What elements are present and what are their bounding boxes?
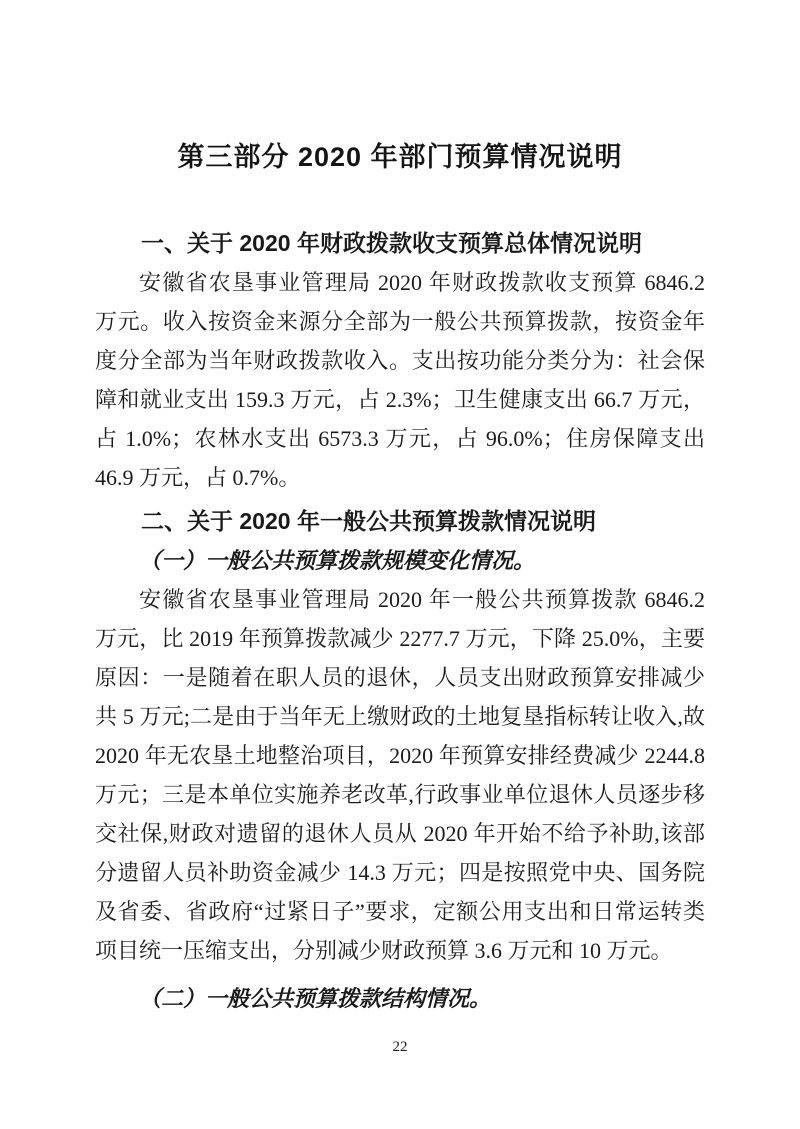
document-content [0, 137, 800, 1018]
subheading-appropriation-structure: （二）一般公共预算拨款结构情况。 [139, 986, 492, 1011]
subheading-appropriation-scale-change: （一）一般公共预算拨款规模变化情况。 [139, 548, 536, 573]
page-title: 第三部分 2020 年部门预算情况说明 [177, 142, 623, 172]
paragraph-appropriation-scale-change: 安徽省农垦事业管理局 2020 年一般公共预算拨款 6846.2 万元，比 2019 年预算拨款减少 2277.7 万元，下降 25.0%，主要原因：一是随着在职人员的退休，人员支出财政预算安排减少共 5 万元;二是由于当年无上缴财政的土地复垦指标转让收入,故 2020 年无农垦土地整治项目，2020 年预算安排经费减少 2244.8 万元；三是本单位实施养老改革,行政事业单位退休人员逐步移交社保,财政对遗留的退休人员从 2020 年开始不给予补助,该部分遗留人员补助资金减少 14.3 万元；四是按照党中央、国务院及省委、省政府“过紧日子”要求，定额公用支出和日常运转类项目统一压缩支出，分别减少财政预算 3.6 万元和 10 万元。 [95, 587, 705, 963]
page-number: 22 [392, 1039, 408, 1055]
paragraph-fiscal-appropriation-overview: 安徽省农垦事业管理局 2020 年财政拨款收支预算 6846.2 万元。收入按资金来源分全部为一般公共预算拨款，按资金年度分全部为当年财政拨款收入。支出按功能分类分为：社会保障和就业支出 159.3 万元，占 2.3%；卫生健康支出 66.7 万元，占 1.0%；农林水支出 6573.3 万元，占 96.0%；住房保障支出 46.9 万元，占 0.7%。 [95, 270, 705, 490]
section-heading-fiscal-appropriation-overview: 一、关于 2020 年财政拨款收支预算总体情况说明 [141, 230, 642, 256]
section-heading-general-public-budget: 二、关于 2020 年一般公共预算拨款情况说明 [141, 508, 596, 534]
